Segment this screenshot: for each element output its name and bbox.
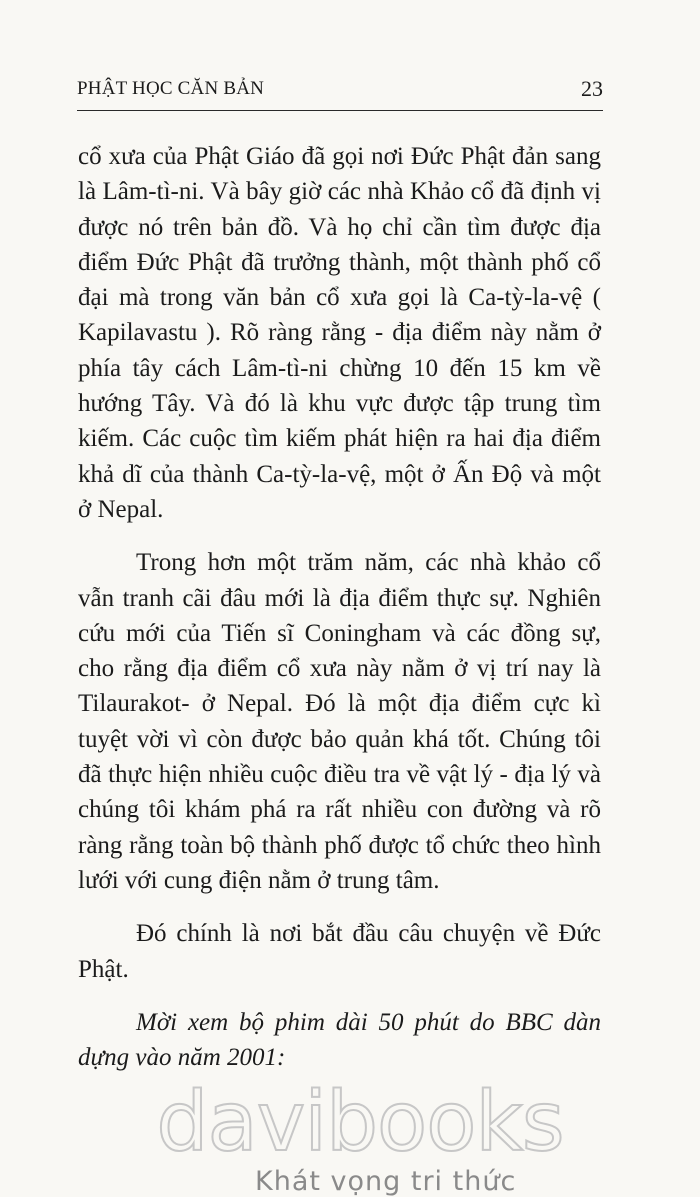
publisher-watermark bbox=[150, 1075, 570, 1197]
running-title: PHẬT HỌC CĂN BẢN bbox=[77, 78, 265, 99]
watermark-logo: davibooks bbox=[156, 1075, 564, 1170]
running-head bbox=[77, 78, 603, 108]
paragraph-gap bbox=[78, 898, 601, 916]
paragraph-gap bbox=[78, 527, 601, 545]
paragraph-2: Trong hơn một trăm năm, các nhà khảo cổ vẫn tranh cãi đâu mới là địa điểm thực sự. Nghiên cứu mới của Tiến sĩ Coningham và các đồng sự, cho rằng địa điểm cổ xưa này nằm ở vị trí nay là Tilaurakot- ở Nepal. Đó là một địa điểm cực kì tuyệt vời vì còn được bảo quản khá tốt. Chúng tôi đã thực hiện nhiều cuộc điều tra về vật lý - địa lý và chúng tôi khám phá ra rất nhiều con đường và rõ ràng rằng toàn bộ thành phố được tổ chức theo hình lưới với cung điện nằm ở trung tâm. bbox=[78, 549, 601, 894]
watermark-tagline: Khát vọng tri thức bbox=[255, 1166, 517, 1197]
header-rule bbox=[77, 110, 603, 111]
body-text bbox=[78, 139, 601, 1075]
paragraph-gap bbox=[78, 987, 601, 1005]
paragraph-4-italic: Mời xem bộ phim dài 50 phút do BBC dàn dựng vào năm 2001: bbox=[78, 1008, 601, 1072]
paragraph-3: Đó chính là nơi bắt đầu câu chuyện về Đức Phật. bbox=[78, 920, 601, 983]
page-number: 23 bbox=[581, 76, 603, 101]
paragraph-1: cổ xưa của Phật Giáo đã gọi nơi Đức Phật đản sang là Lâm-tì-ni. Và bây giờ các nhà Khảo cổ đã định vị được nó trên bản đồ. Và họ chỉ cần tìm được địa điểm Đức Phật đã trưởng thành, một thành phố cổ đại mà trong văn bản cổ xưa gọi là Ca-tỳ-la-vệ ( Kapilavastu ). Rõ ràng rằng - địa điểm này nằm ở phía tây cách Lâm-tì-ni chừng 10 đến 15 km về hướng Tây. Và đó là khu vực được tập trung tìm kiếm. Các cuộc tìm kiếm phát hiện ra hai địa điểm khả dĩ của thành Ca-tỳ-la-vệ, một ở Ấn Độ và một ở Nepal. bbox=[78, 143, 601, 523]
